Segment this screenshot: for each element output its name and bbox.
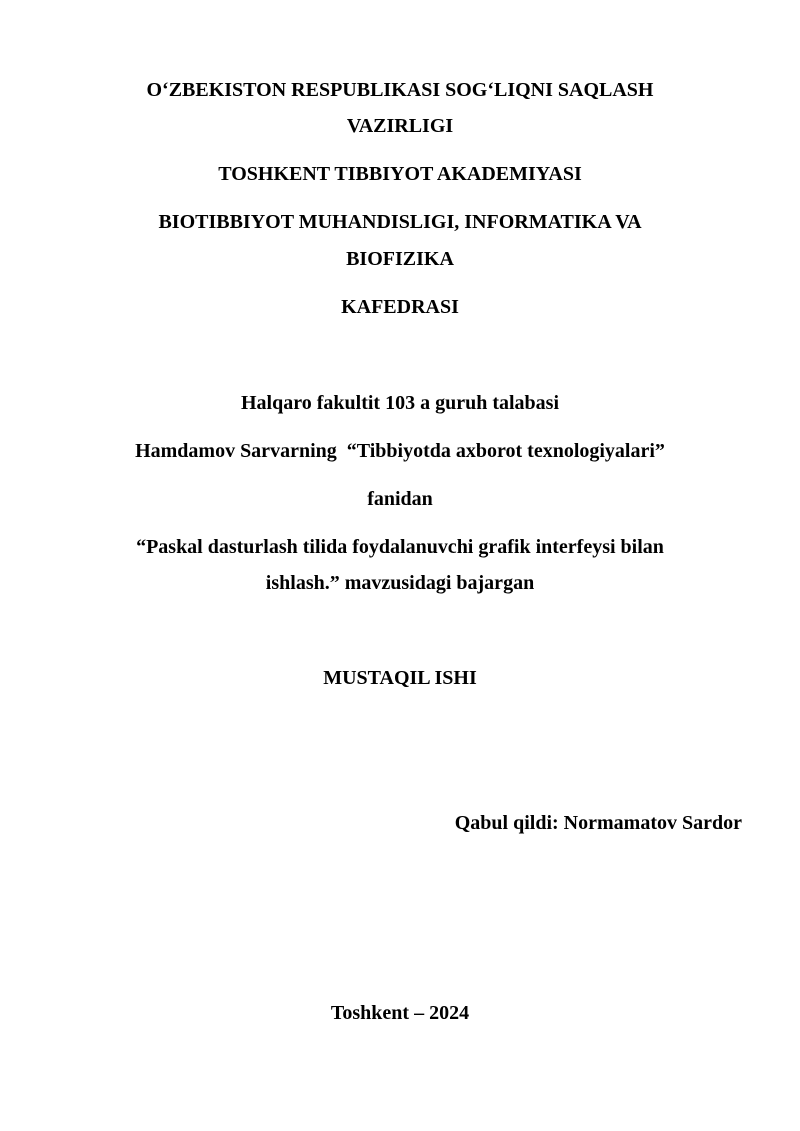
- ministry-line-2: VAZIRLIGI: [346, 115, 454, 137]
- work-type-title: MUSTAQIL ISHI: [323, 667, 477, 689]
- student-line-3: fanidan: [367, 488, 433, 510]
- accepted-by: Qabul qildi: Normamatov Sardor: [454, 812, 742, 834]
- ministry-line-1: O‘ZBEKISTON RESPUBLIKASI SOG‘LIQNI SAQLASH: [146, 79, 654, 101]
- department-line-1: BIOTIBBIYOT MUHANDISLIGI, INFORMATIKA VA: [158, 211, 642, 233]
- department-line-3: KAFEDRASI: [341, 296, 459, 318]
- city-year: Toshkent – 2024: [330, 1002, 470, 1024]
- student-line-2: Hamdamov Sarvarning “Tibbiyotda axborot texnologiyalari”: [135, 440, 665, 462]
- academy-name: TOSHKENT TIBBIYOT AKADEMIYASI: [218, 163, 582, 185]
- topic-line-2: ishlash.” mavzusidagi bajargan: [265, 572, 535, 594]
- department-line-2: BIOFIZIKA: [346, 248, 454, 270]
- student-line-1: Halqaro fakultit 103 a guruh talabasi: [240, 392, 560, 414]
- topic-line-1: “Paskal dasturlash tilida foydalanuvchi grafik interfeysi bilan: [136, 536, 664, 558]
